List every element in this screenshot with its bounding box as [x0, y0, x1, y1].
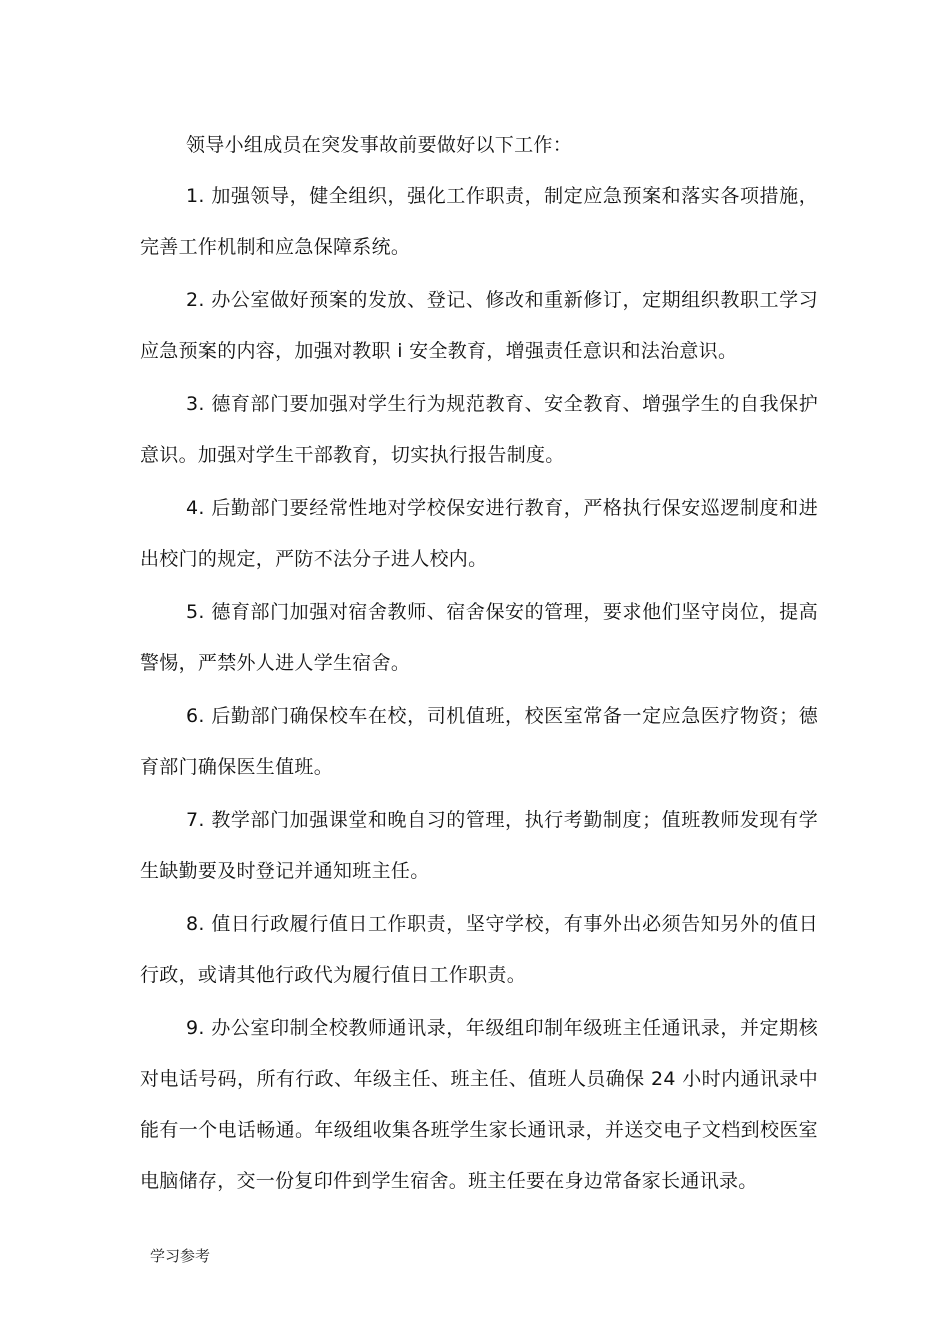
list-item-2: 2. 办公室做好预案的发放、登记、修改和重新修订，定期组织教职工学习应急预案的内容，加强对教职 i 安全教育，增强责任意识和法治意识。: [140, 289, 818, 362]
list-item-5: 5. 德育部门加强对宿舍教师、宿舍保安的管理，要求他们坚守岗位，提高警惕，严禁外人进人学生宿舍。: [140, 601, 818, 674]
list-item-8: 8. 值日行政履行值日工作职责，坚守学校，有事外出必须告知另外的值日行政，或请其他行政代为履行值日工作职责。: [140, 913, 818, 986]
footer-note: 学习参考: [150, 1247, 211, 1265]
list-item-6: 6. 后勤部门确保校车在校，司机值班，校医室常备一定应急医疗物资；德育部门确保医生值班。: [140, 705, 818, 778]
intro-paragraph: 领导小组成员在突发事故前要做好以下工作：: [186, 134, 573, 156]
list-item-9: 9. 办公室印制全校教师通讯录，年级组印制年级班主任通讯录，并定期核对电话号码，所有行政、年级主任、班主任、值班人员确保 24 小时内通讯录中能有一个电话畅通。年级组收集各班学生家长通讯录，并送交电子文档到校医室电脑储存，交一份复印件到学生宿舍。班主任要在身边常备家长通讯录。: [140, 1017, 818, 1192]
list-item-1: 1. 加强领导，健全组织，强化工作职责，制定应急预案和落实各项措施，完善工作机制和应急保障系统。: [140, 185, 818, 258]
list-item-7: 7. 教学部门加强课堂和晚自习的管理，执行考勤制度；值班教师发现有学生缺勤要及时登记并通知班主任。: [140, 809, 818, 882]
list-item-3: 3. 德育部门要加强对学生行为规范教育、安全教育、增强学生的自我保护意识。加强对学生干部教育，切实执行报告制度。: [140, 393, 818, 466]
list-item-4: 4. 后勤部门要经常性地对学校保安进行教育，严格执行保安巡逻制度和进出校门的规定，严防不法分子进人校内。: [140, 497, 818, 570]
document-body: [140, 120, 818, 1209]
